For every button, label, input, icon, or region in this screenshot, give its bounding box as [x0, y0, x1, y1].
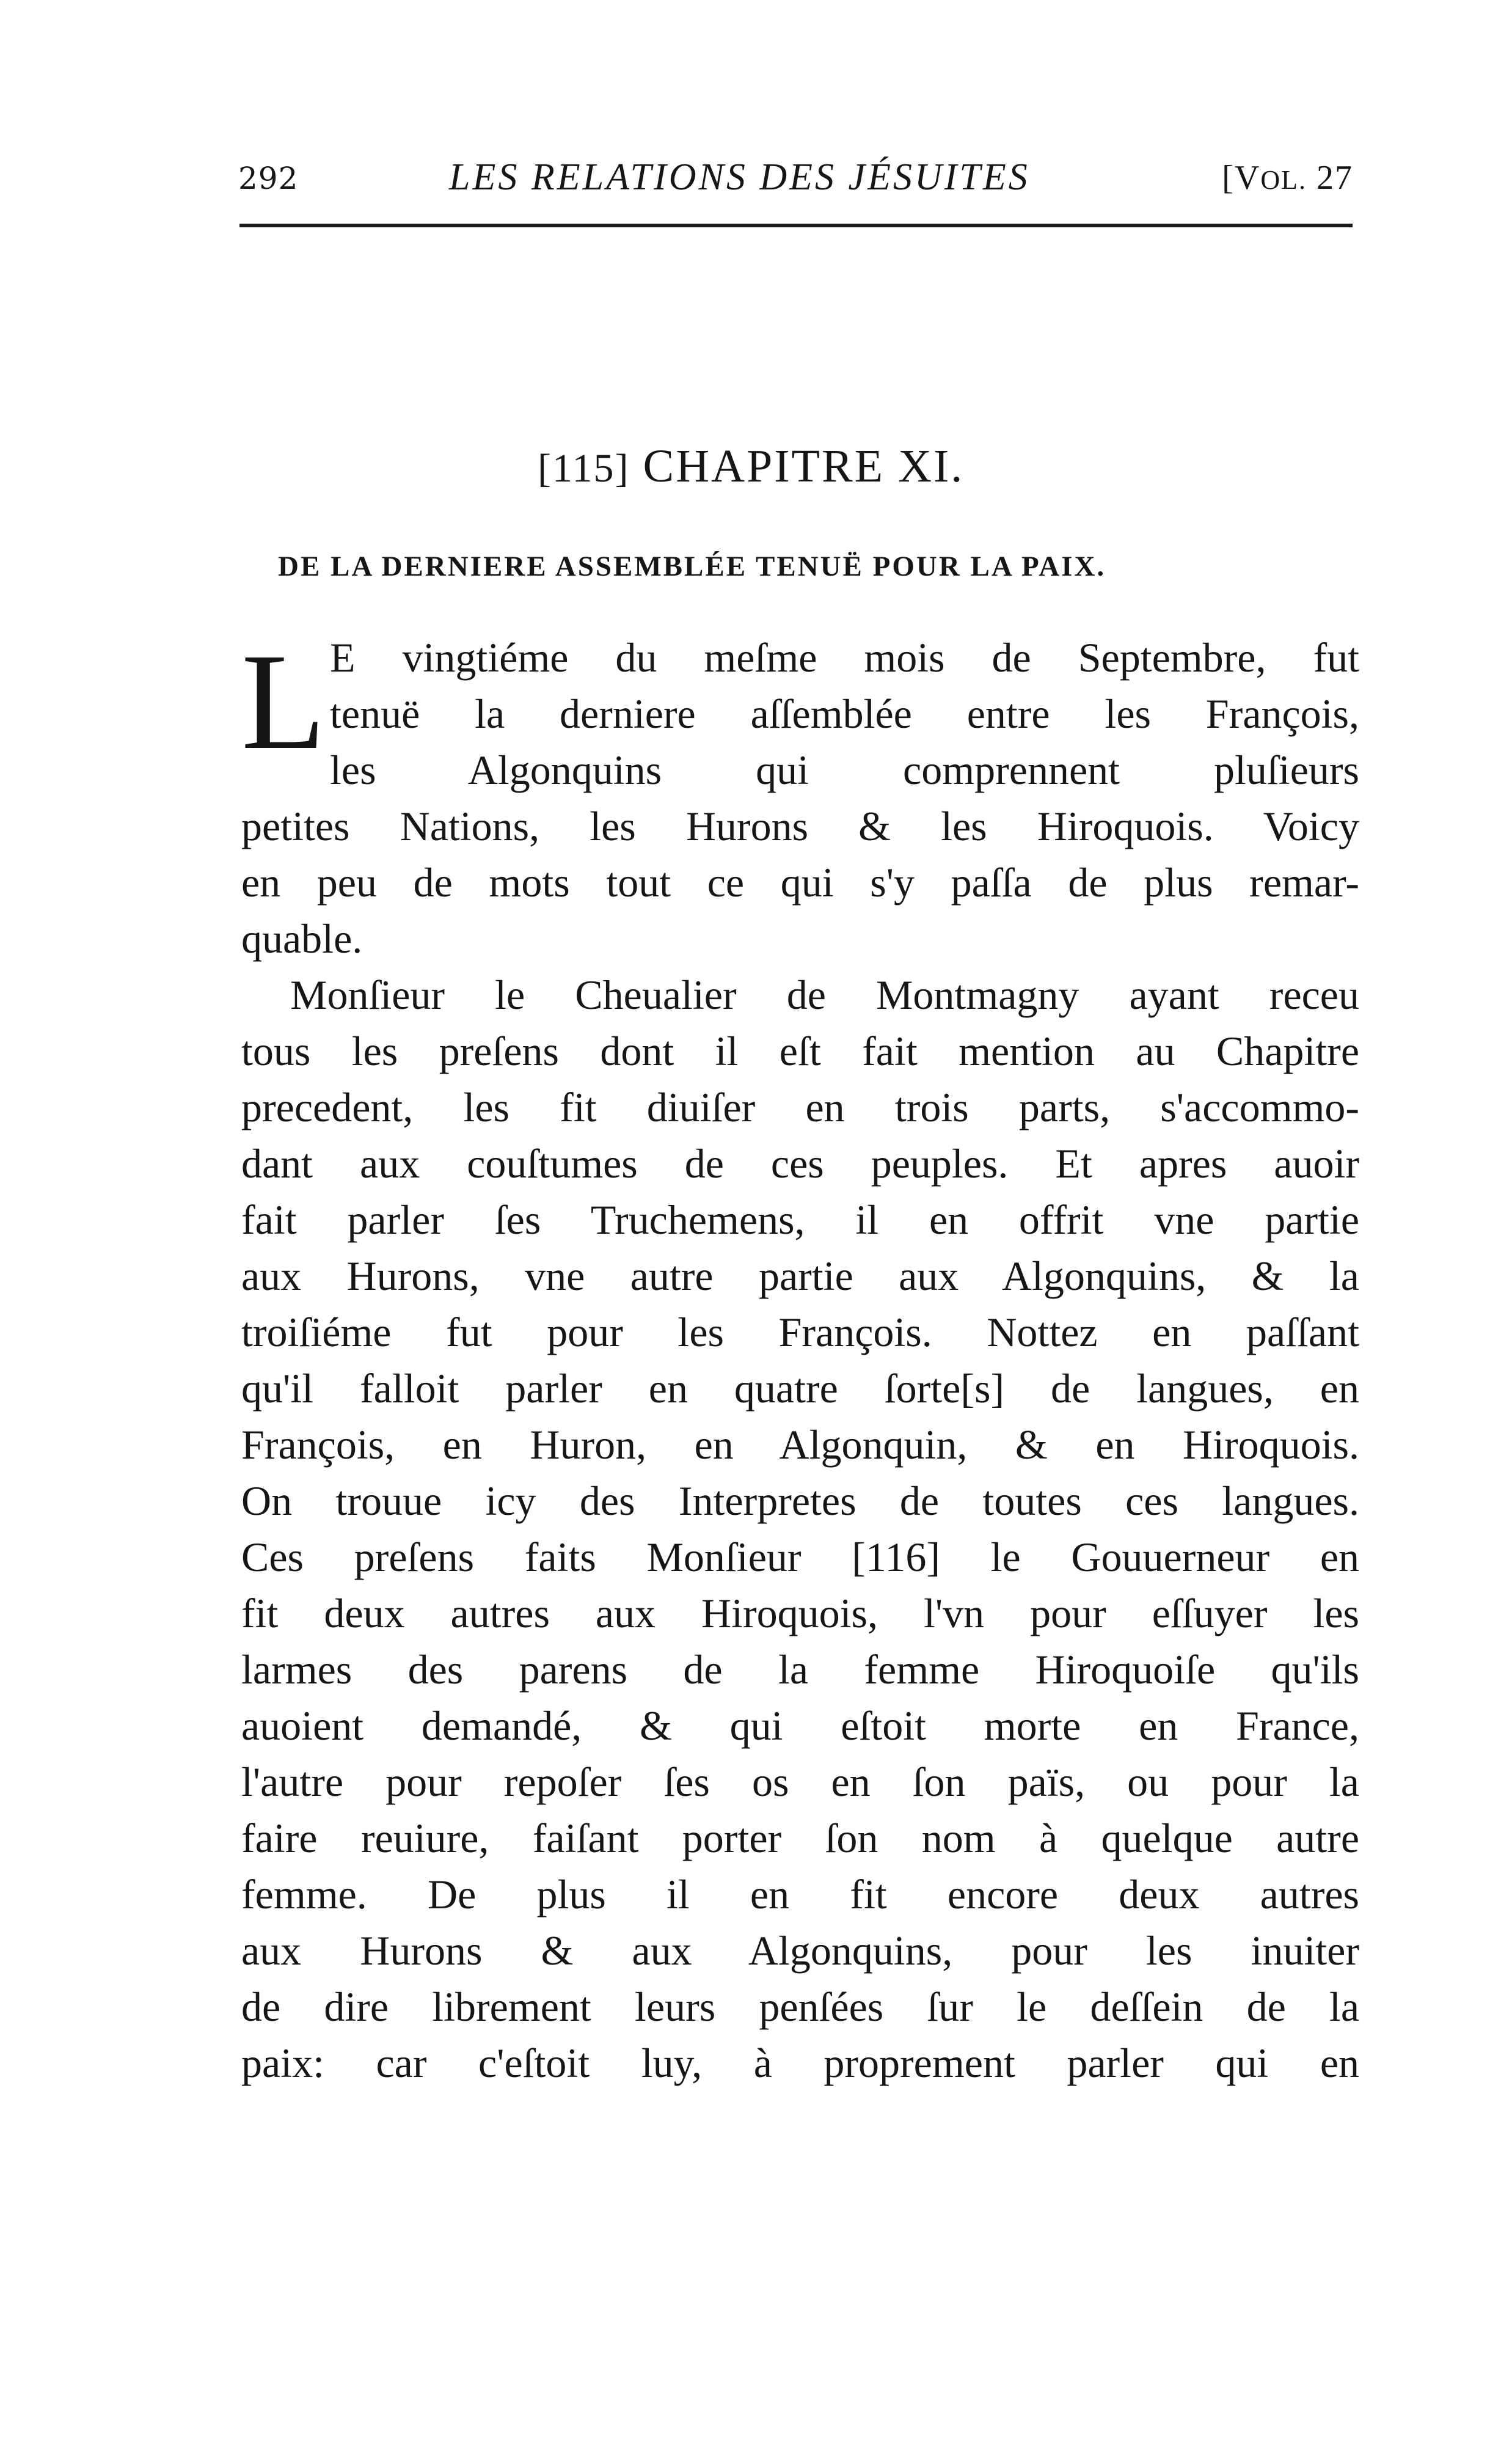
chapter-page-marker: [115] — [538, 446, 630, 491]
text-line: tous les preſens dont il eſt fait mention au Chapitre — [241, 1028, 1359, 1074]
body-text — [241, 625, 1359, 2091]
text-line: qu'il falloit parler en quatre ſorte[s] de langues, en — [241, 1365, 1359, 1412]
chapter-heading — [538, 440, 964, 493]
running-head — [238, 156, 1353, 205]
text-line: fait parler ſes Truchemens, il en offrit vne partie — [241, 1196, 1359, 1243]
running-title: LES RELATIONS DES JÉSUITES — [449, 156, 1030, 198]
text-line: faire reuiure, faiſant porter ſon nom à quelque autre — [241, 1815, 1359, 1861]
volume-label — [1222, 158, 1353, 197]
header-rule — [239, 224, 1353, 227]
text-line: larmes des parens de la femme Hiroquoiſe qu'ils — [241, 1646, 1359, 1693]
text-line: E vingtiéme du meſme mois de Septembre, fut — [330, 634, 1359, 681]
text-line: precedent, les fit diuiſer en trois parts, s'accommo- — [241, 1084, 1359, 1130]
text-line: aux Hurons & aux Algonquins, pour les inuiter — [241, 1927, 1359, 1974]
text-line: François, en Huron, en Algonquin, & en Hiroquois. — [241, 1421, 1359, 1468]
text-line: auoient demandé, & qui eſtoit morte en France, — [241, 1702, 1359, 1749]
text-line: l'autre pour repoſer ſes os en ſon païs, ou pour la — [241, 1759, 1359, 1805]
text-line: de dire librement leurs penſées ſur le deſſein de la — [241, 1983, 1359, 2030]
text-line: tenuë la derniere aſſemblée entre les François, — [330, 690, 1359, 737]
text-line: aux Hurons, vne autre partie aux Algonquins, & la — [241, 1253, 1359, 1299]
volume-number: 27 — [1317, 159, 1353, 197]
volume-smallcaps: OL. — [1260, 165, 1307, 195]
text-line: quable. — [241, 915, 363, 962]
text-line: petites Nations, les Hurons & les Hiroquois. Voicy — [241, 803, 1359, 849]
chapter-subtitle: DE LA DERNIERE ASSEMBLÉE TENUË POUR LA PAIX. — [278, 551, 1106, 582]
text-line: Monſieur le Cheualier de Montmagny ayant receu — [290, 972, 1359, 1018]
text-line: dant aux couſtumes de ces peuples. Et apres auoir — [241, 1140, 1359, 1187]
text-line: les Algonquins qui comprennent pluſieurs — [330, 747, 1359, 793]
text-line: troiſiéme fut pour les François. Nottez en paſſant — [241, 1309, 1359, 1355]
text-line: femme. De plus il en fit encore deux autres — [241, 1871, 1359, 1917]
text-line: On trouue icy des Interpretes de toutes ces langues. — [241, 1478, 1359, 1524]
chapter-title: CHAPITRE XI. — [643, 441, 965, 492]
text-line: Ces preſens faits Monſieur [116] le Gouuerneur en — [241, 1534, 1359, 1580]
volume-bracket: [V — [1222, 159, 1261, 197]
text-line: paix: car c'eſtoit luy, à proprement parler qui en — [241, 2040, 1359, 2086]
drop-cap: L — [241, 625, 326, 778]
text-line: fit deux autres aux Hiroquois, l'vn pour eſſuyer les — [241, 1590, 1359, 1636]
text-line: en peu de mots tout ce qui s'y paſſa de plus remar- — [241, 859, 1359, 906]
page-number: 292 — [238, 161, 299, 196]
